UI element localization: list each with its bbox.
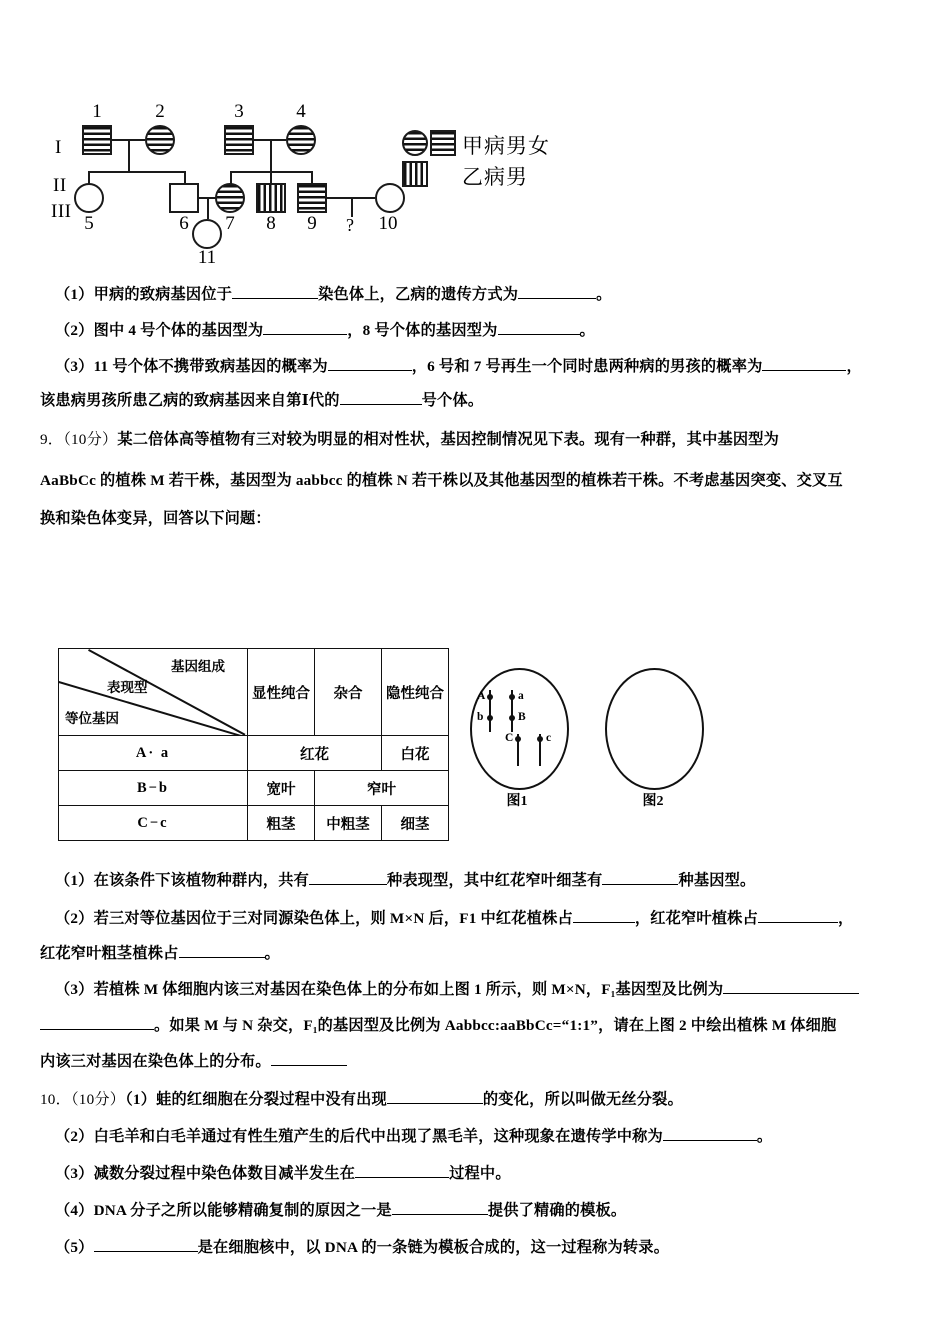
individual-number-7: 7 [225, 213, 235, 234]
centromere-2-right [537, 736, 543, 742]
individual-number-1: 1 [92, 101, 102, 122]
q9-sub3-line2 [40, 1014, 836, 1035]
pedigree-individual-1[interactable] [82, 125, 112, 155]
table-corner-cell [59, 649, 248, 736]
individual-number-9: 9 [307, 213, 317, 234]
q10-sub5 [55, 1236, 669, 1257]
q9-sub3-line2-mid: 。如果 M 与 N 杂交，F₁的基因型及比例为 Aabbcc:aaBbCc=“1:1”，请在上图 2 中绘出植株 M 体细胞 [154, 1017, 837, 1035]
q9-stem-line2: AaBbCc 的植株 M 若干株，基因型为 aabbcc 的植株 N 若干株以及其他基因型的植株若干株。不考虑基因突变、交叉互 [40, 472, 843, 489]
table-cell-wide-leaf: 宽叶 [248, 771, 315, 806]
centromere-1-right [509, 694, 515, 700]
q10-sub4-suffix: 提供了精确的模板。 [487, 1202, 627, 1220]
gene-label-B: B [518, 711, 526, 723]
pedigree-individual-4[interactable] [286, 125, 316, 155]
table-row [59, 771, 449, 806]
q8-sub3-line2 [40, 389, 483, 410]
q10-sub1-prefix: （1）蛙的红细胞在分裂过程中没有出现 [125, 1091, 387, 1109]
legend-affected-male-icon [430, 130, 456, 156]
q10-sub3-blank[interactable] [355, 1162, 449, 1178]
q9-sub2-suffix: ， [837, 910, 854, 928]
table-row [59, 736, 449, 771]
q10-number: 10． [40, 1091, 71, 1109]
individual-number-6: 6 [179, 213, 189, 234]
q10-sub1-suffix: 的变化，所以叫做无丝分裂。 [482, 1091, 683, 1109]
q9-sub3-prefix: （3）若植株 M 体细胞内该三对基因在染色体上的分布如上图 1 所示，则 M×N，F₁基因型及比例为 [55, 981, 724, 999]
q9-sub1-mid: 种表现型，其中红花窄叶细茎有 [387, 872, 603, 890]
q9-sub1-suffix: 种基因型。 [678, 872, 756, 890]
descent-line-6-7 [207, 197, 209, 219]
chromosome-diagrams [465, 668, 715, 818]
legend-affected-female-icon [402, 130, 428, 156]
q9-sub2-prefix: （2）若三对等位基因位于三对同源染色体上，则 M×N 后，F1 中红花植株占 [55, 910, 573, 928]
descent-line-9-10 [351, 197, 353, 217]
q10-sub5-prefix: （5） [55, 1239, 94, 1257]
q8-sub3-blank-1[interactable] [328, 355, 412, 371]
table-row [59, 806, 449, 841]
pedigree-individual-3[interactable] [224, 125, 254, 155]
table-cell-thick-stem: 粗茎 [248, 806, 315, 841]
table-cell-narrow-leaf: 窄叶 [315, 771, 449, 806]
cell-outline-fig1 [470, 668, 569, 790]
individual-number-11: 11 [197, 247, 217, 268]
q10-sub2-blank[interactable] [663, 1125, 757, 1141]
descent-line-3-4 [270, 139, 272, 171]
q10-sub3 [55, 1162, 511, 1183]
figure-caption-2: 图2 [642, 794, 664, 809]
generation-label-I: I [55, 137, 62, 158]
gene-label-a: a [518, 690, 524, 702]
q10-sub5-blank[interactable] [94, 1236, 198, 1252]
pedigree-individual-8[interactable] [256, 183, 286, 213]
pedigree-individual-7[interactable] [215, 183, 245, 213]
figure-caption-1: 图1 [506, 794, 528, 809]
genotype-phenotype-table [58, 648, 449, 841]
table-cell-red-flower: 红花 [248, 736, 382, 771]
q9-stem-text-1: 某二倍体高等植物有三对较为明显的相对性状，基因控制情况见下表。现有一种群，其中基因型为 [117, 431, 780, 448]
q10-sub2-prefix: （2）白毛羊和白毛羊通过有性生殖产生的后代中出现了黑毛羊，这种现象在遗传学中称为 [55, 1128, 663, 1146]
centromere-1-left [487, 694, 493, 700]
q9-sub2-line2-prefix: 红花窄叶粗茎植株占 [40, 945, 179, 963]
q8-sub3-line2-prefix: 该患病男孩所患乙病的致病基因来自第Ⅰ代的 [40, 392, 340, 410]
q8-sub1 [55, 283, 612, 304]
corner-label-genotype: 基因组成 [171, 659, 225, 674]
gene-label-b: b [477, 711, 484, 723]
q9-sub2-line2-suffix: 。 [264, 945, 280, 963]
q8-sub1-prefix: （1）甲病的致病基因位于 [55, 286, 233, 304]
q9-score: （10分） [63, 431, 118, 448]
unknown-offspring-marker: ? [346, 215, 354, 235]
table-col-header-recessive-homo: 隐性纯合 [382, 649, 449, 736]
gene-label-C: C [505, 732, 514, 744]
q8-sub1-blank-2[interactable] [518, 283, 596, 299]
q9-sub3-line3 [40, 1050, 347, 1071]
q9-sub2-blank-3[interactable] [179, 942, 265, 958]
q9-sub3-blank-1[interactable] [723, 978, 859, 994]
q8-sub2-prefix: （2）图中 4 号个体的基因型为 [55, 322, 264, 340]
q9-sub3-blank-3[interactable] [271, 1050, 347, 1066]
q10-sub4-blank[interactable] [392, 1199, 488, 1215]
legend-label-disease-b: 乙病男 [462, 165, 528, 189]
q10-sub2-suffix: 。 [756, 1128, 773, 1146]
individual-number-10: 10 [378, 213, 398, 234]
centromere-2-left [515, 736, 521, 742]
q9-stem-line1 [40, 431, 779, 448]
q9-sub2-mid: ，红花窄叶植株占 [634, 910, 758, 928]
table-header-row [59, 649, 449, 736]
table-col-header-dominant-homo: 显性纯合 [248, 649, 315, 736]
pedigree-individual-11[interactable] [192, 219, 222, 249]
pedigree-individual-5[interactable] [74, 183, 104, 213]
q9-sub2-line1 [55, 907, 853, 928]
q8-sub2-blank-1[interactable] [263, 319, 347, 335]
q9-sub1-prefix: （1）在该条件下该植物种群内，共有 [55, 872, 309, 890]
q8-sub3-line2-suffix: 号个体。 [421, 392, 484, 410]
corner-label-phenotype: 表现型 [107, 680, 148, 695]
pedigree-individual-9[interactable] [297, 183, 327, 213]
q10-score: （10分） [70, 1091, 126, 1109]
q10-sub3-suffix: 过程中。 [449, 1165, 511, 1183]
q8-sub2-blank-2[interactable] [498, 319, 580, 335]
q9-sub1-blank-1[interactable] [309, 869, 387, 885]
pedigree-individual-2[interactable] [145, 125, 175, 155]
q9-sub3-line3-text: 内该三对基因在染色体上的分布。 [40, 1053, 271, 1071]
pedigree-legend [400, 128, 600, 208]
gene-label-c: c [546, 732, 552, 744]
centromere-1-right-lower [509, 715, 515, 721]
generation-label-III: III [51, 201, 72, 222]
q8-sub2 [55, 319, 595, 340]
q10-sub1 [40, 1088, 683, 1109]
individual-number-5: 5 [84, 213, 94, 234]
q8-sub2-suffix: 。 [579, 322, 595, 340]
q10-sub4-prefix: （4）DNA 分子之所以能够精确复制的原因之一是 [55, 1202, 392, 1220]
q9-sub2-blank-2[interactable] [758, 907, 838, 923]
table-row-label-b: B−b [59, 771, 248, 806]
q8-sub1-blank-1[interactable] [232, 283, 318, 299]
cell-outline-fig2[interactable] [605, 668, 704, 790]
q10-sub4 [55, 1199, 626, 1220]
q8-sub3-blank-3[interactable] [340, 389, 422, 405]
table-cell-thin-stem: 细茎 [382, 806, 449, 841]
q9-sub3-line1 [55, 978, 859, 999]
table-cell-white-flower: 白花 [382, 736, 449, 771]
individual-number-2: 2 [155, 101, 165, 122]
centromere-1-left-lower [487, 715, 493, 721]
gene-label-A: A [477, 690, 486, 702]
table-col-header-hetero: 杂合 [315, 649, 382, 736]
q8-sub1-mid: 染色体上，乙病的遗传方式为 [318, 286, 519, 304]
individual-number-8: 8 [266, 213, 276, 234]
pedigree-individual-6[interactable] [169, 183, 199, 213]
generation-label-II: II [53, 175, 67, 196]
q8-sub3-suffix: ， [846, 358, 862, 376]
legend-disease-b-male-icon [402, 161, 428, 187]
legend-label-disease-a: 甲病男女 [462, 134, 550, 158]
descent-line-1-2 [128, 139, 130, 171]
individual-number-3: 3 [234, 101, 244, 122]
corner-label-allele: 等位基因 [65, 711, 119, 726]
q9-stem-line3: 换和染色体变异，回答以下问题： [40, 510, 271, 527]
q10-sub2 [55, 1125, 772, 1146]
q9-sub3-blank-2[interactable] [40, 1014, 154, 1030]
q10-sub1-blank[interactable] [387, 1088, 483, 1104]
q8-sub2-mid: ，8 号个体的基因型为 [347, 322, 498, 340]
q9-sub2-line2 [40, 942, 280, 963]
table-row-label-a: A· a [59, 736, 248, 771]
table-row-label-c: C−c [59, 806, 248, 841]
q8-sub3-mid: ，6 号和 7 号再生一个同时患两种病的男孩的概率为 [411, 358, 763, 376]
individual-number-4: 4 [296, 101, 306, 122]
q8-sub3-line1 [55, 355, 862, 376]
q8-sub1-suffix: 。 [596, 286, 612, 304]
q10-sub3-prefix: （3）减数分裂过程中染色体数目减半发生在 [55, 1165, 356, 1183]
q9-sub1-blank-2[interactable] [602, 869, 678, 885]
q9-number: 9． [40, 431, 64, 448]
sibship-line-left [88, 171, 185, 173]
q10-sub5-suffix: 是在细胞核中，以 DNA 的一条链为模板合成的，这一过程称为转录。 [197, 1239, 670, 1257]
table-cell-medium-stem: 中粗茎 [315, 806, 382, 841]
q8-sub3-prefix: （3）11 号个体不携带致病基因的概率为 [55, 358, 328, 376]
q9-sub2-blank-1[interactable] [573, 907, 635, 923]
q9-sub1 [55, 869, 755, 890]
q8-sub3-blank-2[interactable] [762, 355, 846, 371]
